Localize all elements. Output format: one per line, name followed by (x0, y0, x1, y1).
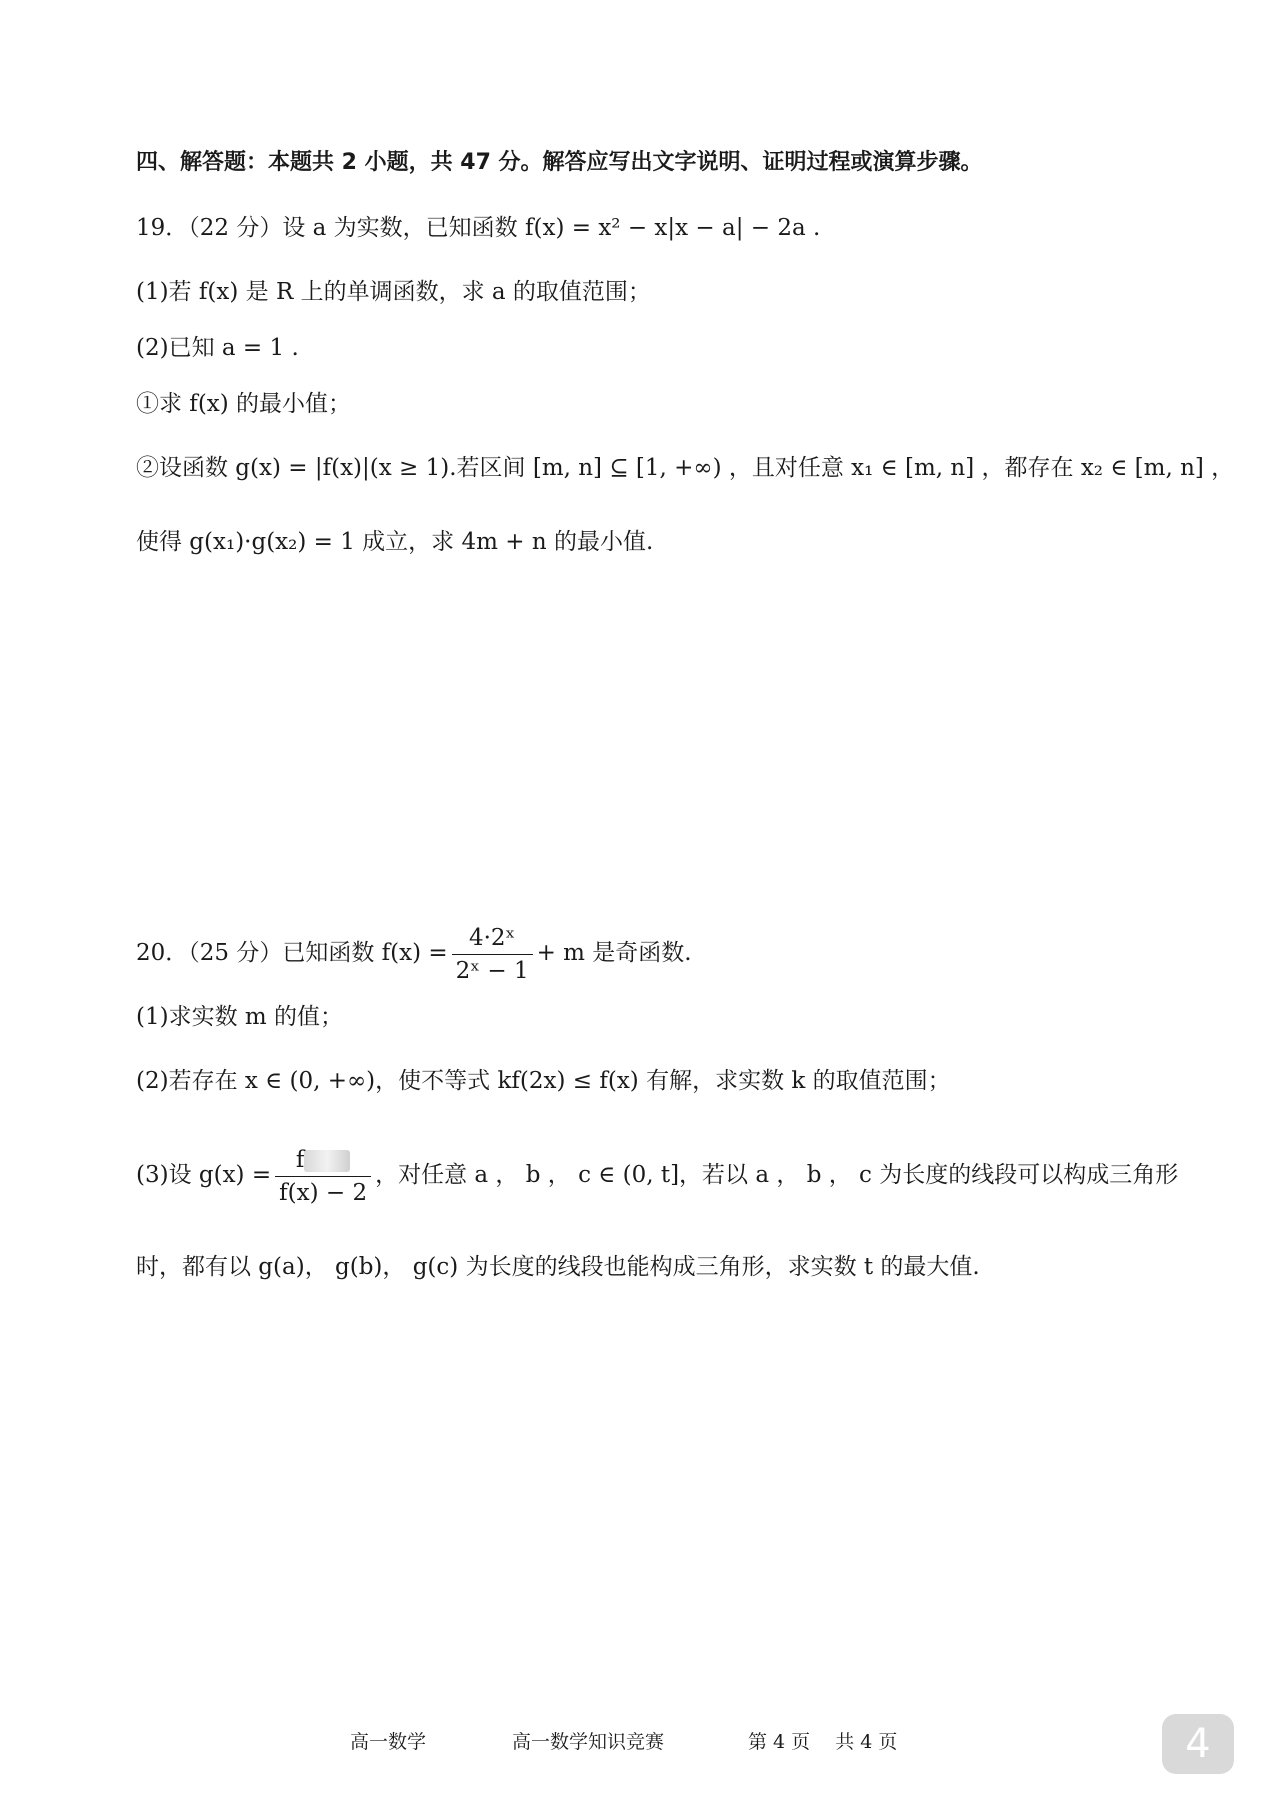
footer-contest: 高一数学知识竞赛 (512, 1731, 665, 1753)
section-header: 四、解答题：本题共 2 小题，共 47 分。解答应写出文字说明、证明过程或演算步骤。 (136, 150, 983, 175)
q20-stem (136, 922, 692, 985)
q19-part2-2-continued: 使得 g(x₁)·g(x₂) = 1 成立，求 4m + n 的最小值. (136, 529, 654, 555)
page-number-badge: 4 (1162, 1714, 1234, 1774)
q20-part3-fraction-numerator (275, 1146, 371, 1177)
q20-stem-suffix: + m 是奇函数. (536, 940, 692, 966)
smudge-mark (304, 1150, 350, 1172)
q19-part1: (1)若 f(x) 是 R 上的单调函数，求 a 的取值范围； (136, 279, 651, 305)
q20-part3-continued: 时，都有以 g(a)， g(b)， g(c) 为长度的线段也能构成三角形，求实数 t 的最大值. (136, 1254, 980, 1280)
q20-part3-suffix: ，对任意 a ， b ， c ∈ (0, t]，若以 a ， b ， c 为长度的线段可以构成三角形 (375, 1162, 1179, 1188)
q20-part1: (1)求实数 m 的值； (136, 1004, 344, 1030)
q20-stem-prefix: 20．（25 分）已知函数 f(x) = (136, 940, 448, 966)
footer-page-info: 第 4 页 共 4 页 (748, 1731, 898, 1753)
q19-part2-2: ②设函数 g(x) = |f(x)|(x ≥ 1).若区间 [m, n] ⊆ [1, +∞) ，且对任意 x₁ ∈ [m, n] ，都存在 x₂ ∈ [m, n] ， (136, 455, 1235, 481)
q20-part3-numerator-text: f (295, 1146, 305, 1173)
q20-fraction-denominator: 2ˣ − 1 (455, 957, 529, 984)
q20-part2: (2)若存在 x ∈ (0, +∞)，使不等式 kf(2x) ≤ f(x) 有解，求实数 k 的取值范围； (136, 1068, 951, 1094)
q20-part3 (136, 1144, 1178, 1207)
q20-fraction (452, 924, 533, 985)
q20-part3-fraction (275, 1146, 371, 1207)
q20-part3-prefix: (3)设 g(x) = (136, 1162, 272, 1188)
q19-part2: (2)已知 a = 1 . (136, 335, 299, 361)
q20-part3-fraction-denominator: f(x) − 2 (279, 1179, 368, 1206)
q19-part2-1: ①求 f(x) 的最小值； (136, 391, 352, 417)
footer-subject: 高一数学 (350, 1731, 427, 1753)
q20-fraction-numerator: 4·2ˣ (452, 924, 533, 955)
q19-stem: 19．（22 分）设 a 为实数，已知函数 f(x) = x² − x|x − a| − 2a . (136, 215, 821, 241)
